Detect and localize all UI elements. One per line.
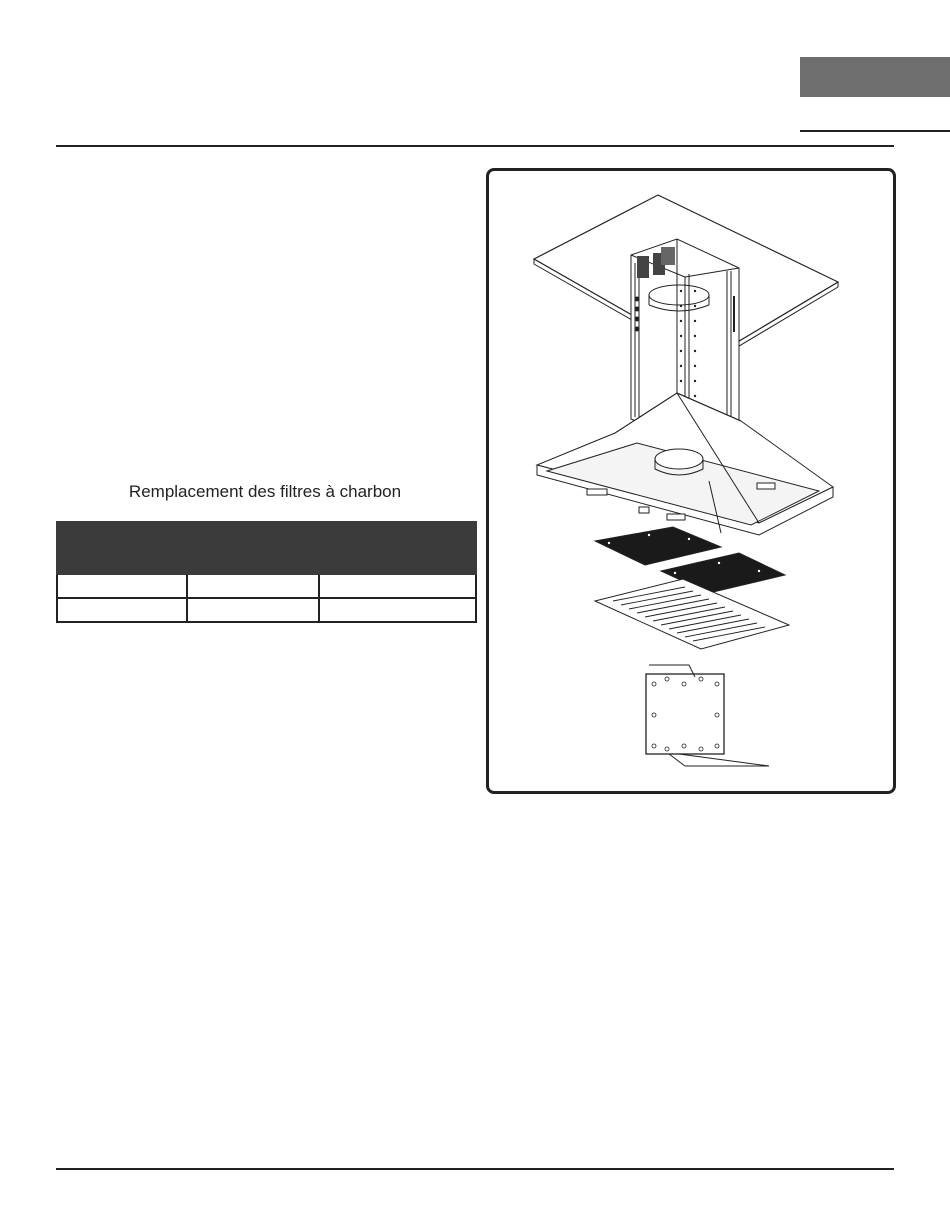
table-cell [319, 574, 476, 598]
table-row [57, 598, 476, 622]
table-cell [319, 598, 476, 622]
figure-box [486, 168, 896, 794]
table-header-cell [57, 522, 187, 574]
table-header-cell [319, 522, 476, 574]
filter-table [56, 521, 477, 623]
baffle-filter-icon [595, 579, 789, 649]
table-header-cell [187, 522, 319, 574]
table-cell [57, 574, 187, 598]
table-cell [57, 598, 187, 622]
range-hood-icon [537, 393, 833, 535]
footer-rule [56, 1168, 894, 1170]
page-tab-block [800, 57, 950, 97]
table-header-row [57, 522, 476, 574]
hood-illustration [489, 171, 893, 791]
table-cell [187, 574, 319, 598]
header-rule [56, 145, 894, 147]
section-title: Remplacement des filtres à charbon [128, 482, 402, 501]
filter-detail-icon [646, 665, 769, 766]
tab-underline [800, 130, 950, 132]
table-row [57, 574, 476, 598]
table-cell [187, 598, 319, 622]
